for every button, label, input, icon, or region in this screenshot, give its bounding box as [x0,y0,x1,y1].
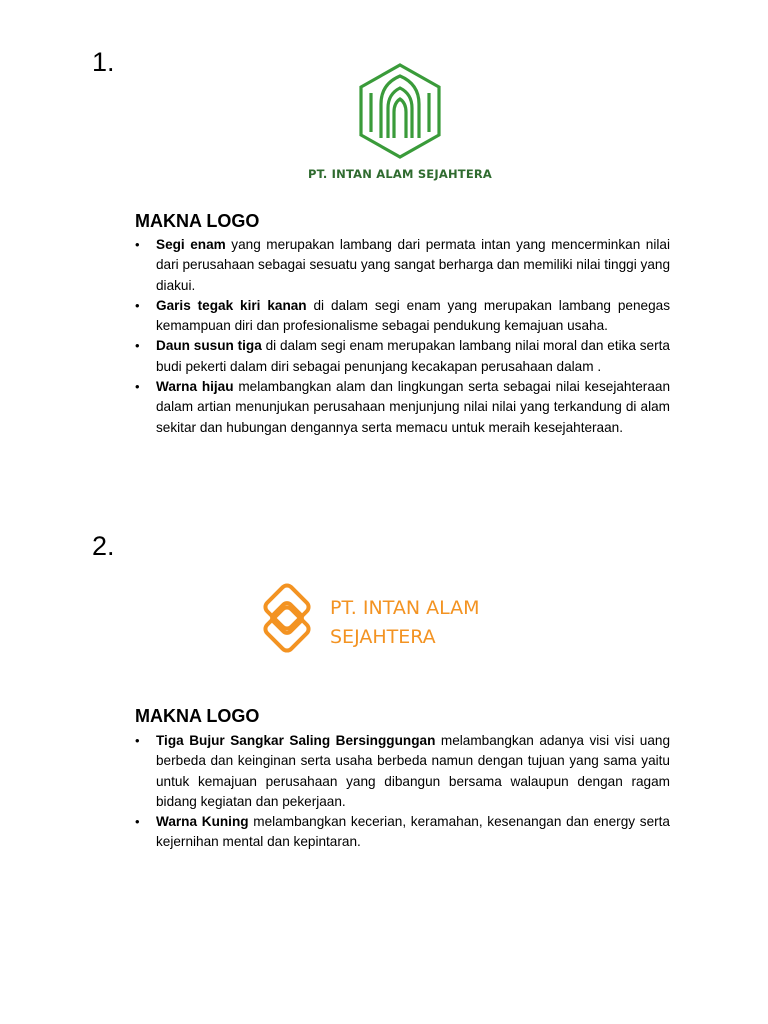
section-number: 2. [92,531,115,561]
bullet-text: melambangkan kecerian, keramahan, kesenangan dan energy serta kejernihan mental dan kepintaran. [156,814,670,850]
section-heading: MAKNA LOGO [135,706,260,726]
list-item [135,812,670,853]
logo-name-line2: SEJAHTERA [330,626,436,648]
bullet-term: Warna hijau [156,379,234,395]
company-logo-green [300,62,500,184]
section-number: 1. [92,47,115,77]
list-item [135,336,670,377]
orange-interlocking-squares-icon [256,580,326,670]
list-item [135,296,670,337]
bullet-list [135,235,670,438]
company-logo-orange [256,580,516,670]
green-hexagon-arch-icon [357,62,443,160]
bullet-term: Tiga Bujur Sangkar Saling Bersinggungan [156,733,436,748]
bullet-text: melambangkan alam dan lingkungan serta sebagai nilai kesejahteraan dalam artian menunjukan perusahaan menjunjung nilai nilai yang terkandung di alam sekitar dan hubungan dengannya serta memacu untuk meraih kesejahteraan. [156,379,671,435]
bullet-term: Daun susun tiga [156,338,262,354]
bullet-term: Garis tegak kiri kanan [156,297,307,313]
list-item [135,377,670,438]
bullet-text: yang merupakan lambang dari permata intan yang mencerminkan nilai dari perusahaan sebagai sesuatu yang sangat berharga dan memiliki nilai tinggi yang diakui. [156,237,670,293]
logo-company-name [330,594,480,652]
list-item [135,235,670,296]
bullet-text: di dalam segi enam yang merupakan lambang penegas kemampuan diri dan profesionalisme sebagai pendukung kemajuan usaha. [156,297,670,334]
list-item [135,731,670,812]
bullet-text: melambangkan adanya visi visi uang berbeda dan keinginan serta usaha berbeda namun dengan tujuan yang sama yaitu untuk kemajuan perusahaan yang dibangun bersama walaupun dengan ragam bidang kegiatan dan pekerjaan. [156,733,671,809]
bullet-list [135,731,670,853]
bullet-term: Segi enam [156,237,226,252]
logo-company-name: PT. INTAN ALAM SEJAHTERA [307,167,493,181]
bullet-term: Warna Kuning [156,814,249,830]
bullet-text: di dalam segi enam merupakan lambang nilai moral dan etika serta budi pekerti dalam diri sebagai penunjang kecakapan perusahaan dalam . [156,338,670,374]
section-heading: MAKNA LOGO [135,211,260,231]
logo-name-line1: PT. INTAN ALAM [330,597,480,619]
